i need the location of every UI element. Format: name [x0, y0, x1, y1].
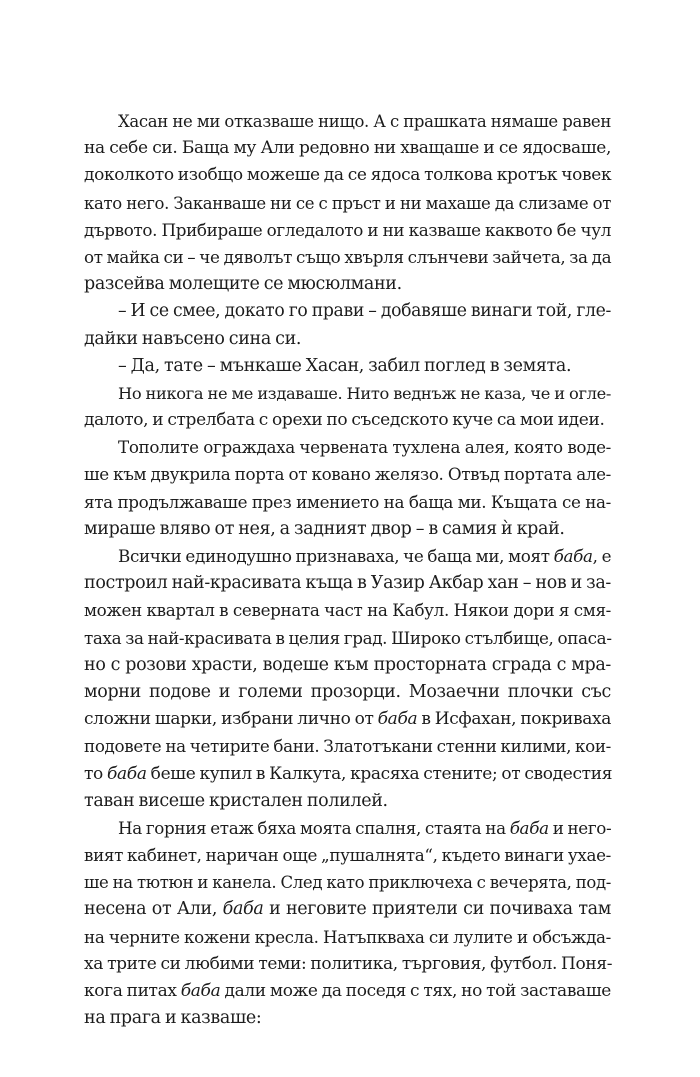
- text-line: подовете на четирите бани. Златотъкани стенни килими, кои-: [84, 736, 611, 757]
- text-line: морни подове и големи прозорци. Мозаечни плочки със: [84, 681, 611, 702]
- paragraph: [84, 434, 611, 543]
- paragraph: [84, 380, 611, 434]
- text-line: – И се смее, докато го прави – добавяше винаги той, гле-: [118, 301, 611, 322]
- text-line: – Да, тате – мънкаше Хасан, забил поглед в земята.: [118, 355, 572, 376]
- text-line: като него. Заканваше ни се с пръст и ни махаше да слизаме от: [84, 193, 611, 213]
- text-line: дайки навъсено сина си.: [84, 328, 302, 349]
- text-line: кога питах баба дали може да поседя с тях, но той заставаше: [84, 981, 611, 1001]
- text-line: Но никога не ме издаваше. Нито веднъж не каза, че и огле-: [118, 383, 611, 403]
- text-line: Всички единодушно признаваха, че баща ми, моят баба, е: [118, 546, 612, 566]
- paragraph: [84, 298, 611, 352]
- text-line: сложни шарки, избрани лично от баба в Исфахан, покриваха: [84, 709, 612, 730]
- text-line: доколкото изобщо можеше да се ядоса толкова кротък човек: [84, 165, 612, 186]
- text-line: от майка си – че дяволът също хвърля слънчеви зайчета, за да: [84, 246, 612, 267]
- text-line: ше на тютюн и канела. След като приключеха с вечерята, под-: [84, 873, 611, 893]
- text-line: несена от Али, баба и неговите приятели си почиваха там: [84, 899, 612, 920]
- text-line: Тополите ограждаха червената тухлена алея, която воде-: [118, 437, 611, 458]
- text-line: на себе си. Баща му Али редовно ни хващаше и се ядосваше,: [84, 138, 611, 159]
- text-line: но с розови храсти, водеше към просторната сграда с мра-: [84, 654, 611, 675]
- text-line: на черните кожени кресла. Натъпкваха си лулите и обсъжда-: [84, 926, 611, 947]
- text-line: таха за най-красивата в целия град. Широко стълбище, опаса-: [84, 627, 612, 648]
- text-line: можен квартал в северната част на Кабул. Някои дори я смя-: [84, 600, 611, 621]
- text-line: ше към двукрила порта от ковано желязо. Отвъд портата але-: [84, 464, 611, 485]
- paragraph: [84, 353, 611, 380]
- text-line: на прага и казваше:: [84, 1008, 262, 1029]
- paragraph: [84, 815, 611, 1033]
- text-line: ята продължаваше през имението на баща ми. Къщата се на-: [84, 491, 611, 512]
- body-text: [84, 108, 611, 1032]
- paragraph: [84, 543, 611, 815]
- text-line: ха трите си любими теми: политика, търговия, футбол. Поня-: [84, 953, 613, 974]
- text-line: вият кабинет, наричан още „пушалнята“, където винаги ухае-: [84, 845, 611, 866]
- text-line: далото, и стрелбата с орехи по съседското куче са мои идеи.: [84, 410, 605, 431]
- text-line: Хасан не ми отказваше нищо. А с прашката нямаше равен: [118, 112, 611, 131]
- text-line: то баба беше купил в Калкута, красяха стените; от сводестия: [84, 763, 613, 784]
- text-line: построил най-красивата къща в Уазир Акбар хан – нов и за-: [84, 573, 611, 594]
- text-line: дървото. Прибираше огледалото и ни казваше каквото бе чул: [84, 219, 611, 240]
- text-line: На горния етаж бяха моята спалня, стаята на баба и него-: [118, 817, 612, 838]
- paragraph: [84, 108, 611, 298]
- text-line: мираше вляво от нея, а задният двор – в самия ѝ край.: [84, 518, 565, 539]
- text-line: разсейва молещите се мюсюлмани.: [84, 274, 402, 295]
- text-line: таван висеше кристален полилей.: [84, 790, 388, 811]
